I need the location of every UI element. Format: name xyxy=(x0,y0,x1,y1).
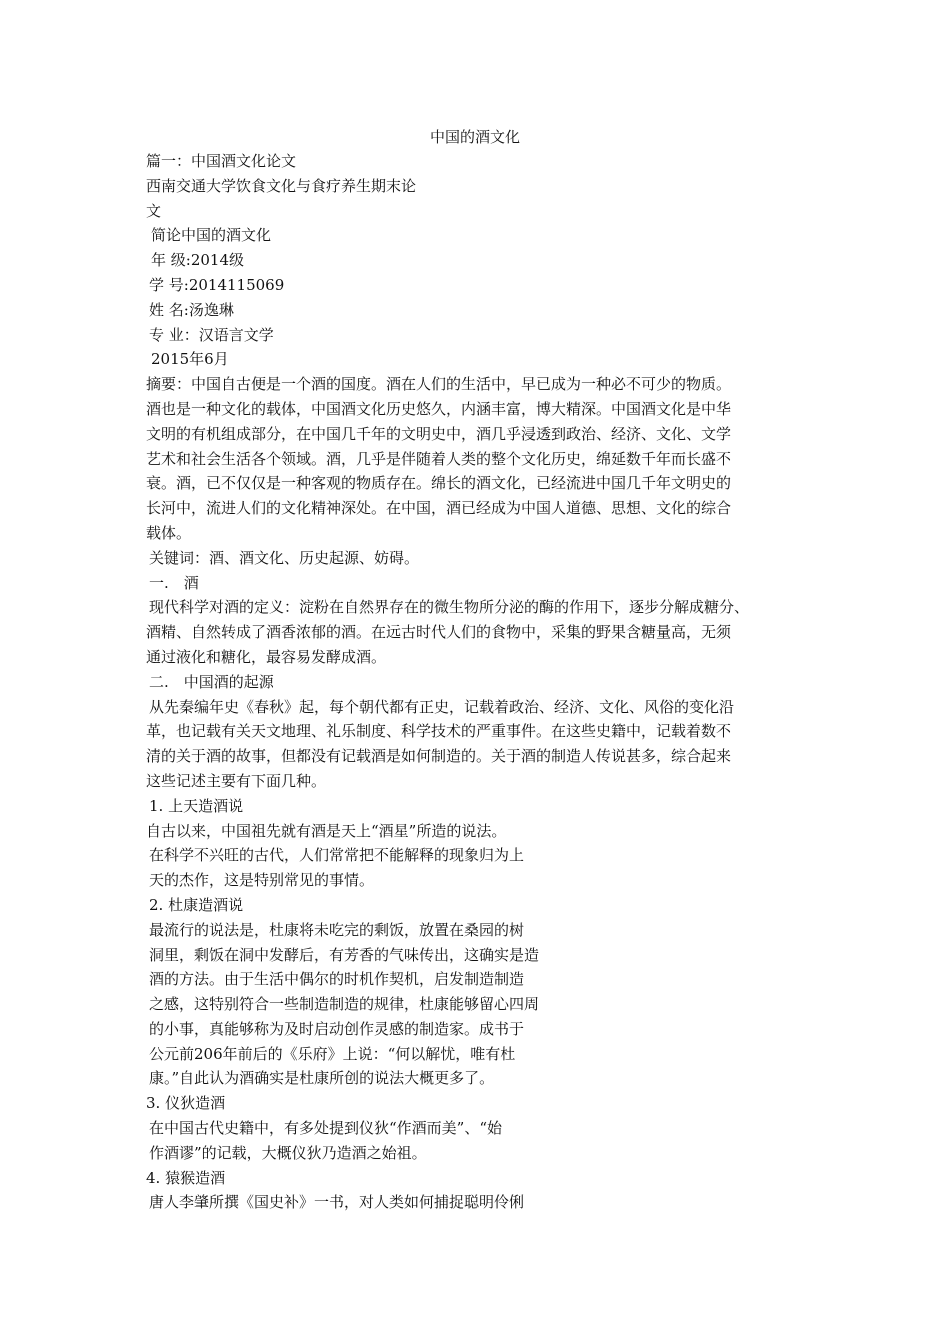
text-line: 从先秦编年史《春秋》起，每个朝代都有正史，记载着政治、经济、文化、风俗的变化沿 xyxy=(149,697,735,716)
text-line: 在中国古代史籍中，有多处提到仪狄“作酒而美”、“始 xyxy=(149,1119,503,1138)
text-line: 年 级:2014级 xyxy=(151,251,244,270)
text-line: 最流行的说法是，杜康将未吃完的剩饭，放置在桑园的树 xyxy=(149,920,525,939)
text-line: 关键词：酒、酒文化、历史起源、妨碍。 xyxy=(149,548,420,567)
section-heading: 二. 中国酒的起源 xyxy=(149,672,274,691)
text-line: 专 业：汉语言文学 xyxy=(149,325,274,344)
text-line: 文明的有机组成部分，在中国几千年的文明史中，酒几乎浸透到政治、经济、文化、文学 xyxy=(146,424,732,443)
text-line: 这些记述主要有下面几种。 xyxy=(146,771,327,790)
subsection-heading: 2. 杜康造酒说 xyxy=(149,895,244,914)
text-line: 载体。 xyxy=(146,523,192,542)
text-line: 自古以来，中国祖先就有酒是天上“酒星”所造的说法。 xyxy=(146,821,507,840)
section-heading: 一. 酒 xyxy=(149,573,199,592)
text-line: 康。”自此认为酒确实是杜康所创的说法大概更多了。 xyxy=(149,1069,495,1088)
text-line: 篇一：中国酒文化论文 xyxy=(146,152,297,170)
subsection-heading: 3. 仪狄造酒 xyxy=(146,1094,226,1113)
text-line: 酒的方法。由于生活中偶尔的时机作契机，启发制造制造 xyxy=(149,970,525,989)
text-line: 公元前206年前后的《乐府》上说：“何以解忧，唯有杜 xyxy=(149,1044,516,1063)
subsection-heading: 4. 猿猴造酒 xyxy=(146,1168,226,1187)
text-line: 文 xyxy=(146,201,162,220)
text-line: 长河中，流进人们的文化精神深处。在中国，酒已经成为中国人道德、思想、文化的综合 xyxy=(146,499,732,518)
text-line: 艺术和社会生活各个领域。酒，几乎是伴随着人类的整个文化历史，绵延数千年而长盛不 xyxy=(146,449,732,468)
text-line: 姓 名:汤逸琳 xyxy=(149,300,234,319)
text-line: 洞里，剩饭在洞中发酵后，有芳香的气味传出，这确实是造 xyxy=(149,945,540,964)
text-line: 革，也记载有关天文地理、礼乐制度、科学技术的严重事件。在这些史籍中，记载着数不 xyxy=(146,722,732,741)
text-line: 唐人李肇所撰《国史补》一书，对人类如何捕捉聪明伶俐 xyxy=(149,1193,525,1212)
text-line: 通过液化和糖化，最容易发酵成酒。 xyxy=(146,647,387,666)
text-line: 清的关于酒的故事，但都没有记载酒是如何制造的。关于酒的制造人传说甚多，综合起来 xyxy=(146,747,732,766)
text-line: 2015年6月 xyxy=(151,350,229,369)
subsection-heading: 1. 上天造酒说 xyxy=(149,796,244,815)
text-line: 酒也是一种文化的载体，中国酒文化历史悠久，内涵丰富，博大精深。中国酒文化是中华 xyxy=(146,399,732,418)
text-line: 学 号:2014115069 xyxy=(149,275,285,294)
document-title: 中国的酒文化 xyxy=(429,128,520,146)
text-line: 作酒谬”的记载，大概仪狄乃造酒之始祖。 xyxy=(149,1143,427,1162)
document-body xyxy=(146,149,811,1215)
text-line: 现代科学对酒的定义：淀粉在自然界存在的微生物所分泌的酶的作用下，逐步分解成糖分、 xyxy=(149,598,750,617)
text-line: 酒精、自然转成了酒香浓郁的酒。在远古时代人们的食物中，采集的野果含糖量高，无须 xyxy=(146,623,732,642)
text-line: 摘要：中国自古便是一个酒的国度。酒在人们的生活中，早已成为一种必不可少的物质。 xyxy=(146,375,732,394)
text-line: 天的杰作，这是特别常见的事情。 xyxy=(149,871,375,890)
text-line: 在科学不兴旺的古代，人们常常把不能解释的现象归为上 xyxy=(149,846,525,865)
text-line: 西南交通大学饮食文化与食疗养生期末论 xyxy=(146,176,417,195)
text-line: 简论中国的酒文化 xyxy=(151,226,272,245)
text-line: 衰。酒，已不仅仅是一种客观的物质存在。绵长的酒文化，已经流进中国几千年文明史的 xyxy=(146,474,732,493)
text-line: 的小事，真能够称为及时启动创作灵感的制造家。成书于 xyxy=(149,1019,525,1038)
text-line: 之感，这特别符合一些制造制造的规律，杜康能够留心四周 xyxy=(149,995,540,1014)
